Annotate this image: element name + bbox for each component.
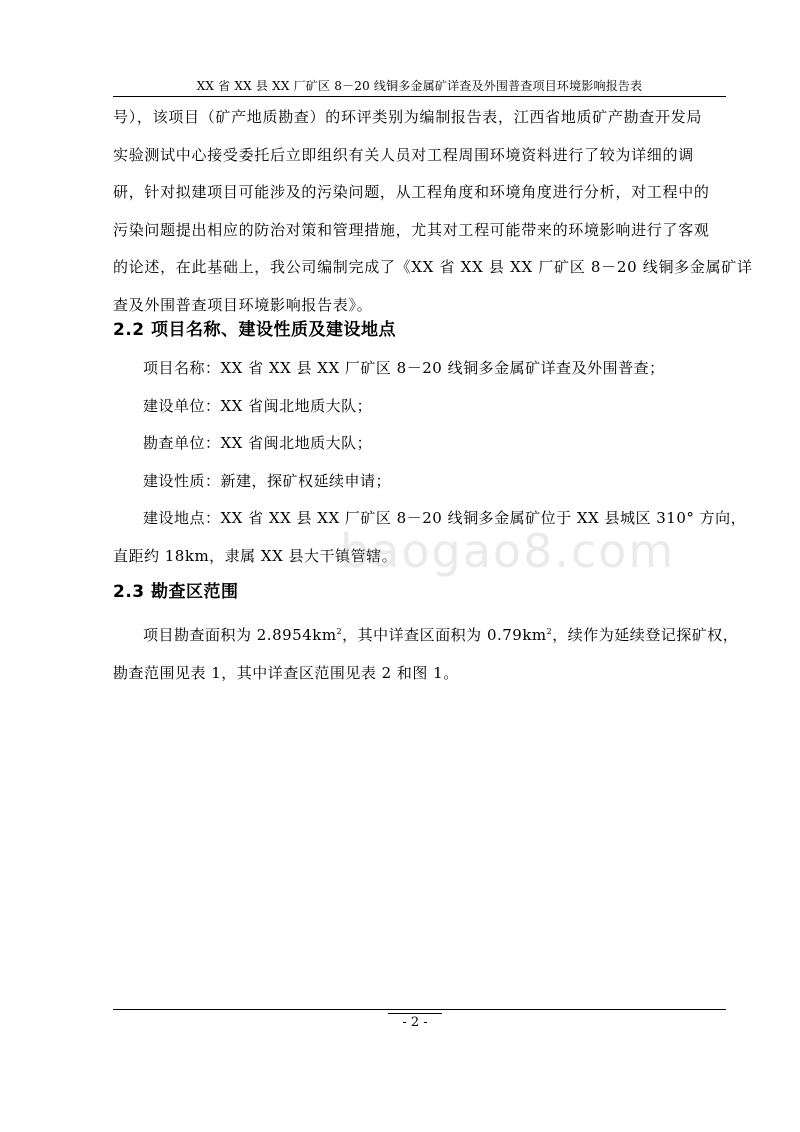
watermark: baogao8.com xyxy=(340,524,676,578)
location-line-2: 直距约 18km，隶属 XX 县大干镇管辖。 xyxy=(113,547,398,565)
intro-paragraph xyxy=(113,99,753,324)
superscript: 2 xyxy=(546,627,553,636)
project-name-line: 项目名称：XX 省 XX 县 XX 厂矿区 8－20 线铜多金属矿详查及外围普查； xyxy=(143,359,665,377)
area-line-2: 勘查范围见表 1，其中详查区范围见表 2 和图 1。 xyxy=(113,664,459,682)
area-line-1 xyxy=(143,623,738,647)
section-heading-2-3: 2.3 勘查区范围 xyxy=(113,582,239,602)
intro-line: 查及外围普查项目环境影响报告表》。 xyxy=(113,295,373,314)
nature-line: 建设性质：新建，探矿权延续申请； xyxy=(143,472,392,490)
intro-line: 实验测试中心接受委托后立即组织有关人员对工程周围环境资料进行了较为详细的调 xyxy=(113,145,694,164)
superscript: 2 xyxy=(336,627,343,636)
intro-line: 的论述，在此基础上，我公司编制完成了《XX 省 XX 县 XX 厂矿区 8－20 线铜多金属矿详 xyxy=(113,258,753,276)
footer-divider xyxy=(113,1009,726,1010)
area-detail-text: ，其中详查区面积为 0.79km xyxy=(342,626,547,644)
intro-line: 研，针对拟建项目可能涉及的污染问题，从工程角度和环境角度进行分析，对工程中的 xyxy=(113,183,710,201)
page-number: - 2 - xyxy=(388,1013,442,1032)
section-heading-2-2: 2.2 项目名称、建设性质及建设地点 xyxy=(113,320,397,340)
header-divider xyxy=(113,96,726,97)
surveyor-line: 勘查单位：XX 省闽北地质大队； xyxy=(143,434,373,452)
intro-line: 号），该项目（矿产地质勘查）的环评类别为编制报告表，江西省地质矿产勘查开发局 xyxy=(113,108,703,126)
location-line-1: 建设地点：XX 省 XX 县 XX 厂矿区 8－20 线铜多金属矿位于 XX 县城区 310° 方向， xyxy=(143,509,747,527)
area-total-text: 项目勘查面积为 2.8954km xyxy=(143,626,337,644)
page-header-title: XX 省 XX 县 XX 厂矿区 8－20 线铜多金属矿详查及外围普查项目环境影响报告表 xyxy=(196,79,643,93)
builder-line: 建设单位：XX 省闽北地质大队； xyxy=(143,397,373,415)
area-extension-text: ，续作为延续登记探矿权， xyxy=(552,626,739,644)
intro-line: 污染问题提出相应的防治对策和管理措施，尤其对工程可能带来的环境影响进行了客观 xyxy=(113,220,710,239)
